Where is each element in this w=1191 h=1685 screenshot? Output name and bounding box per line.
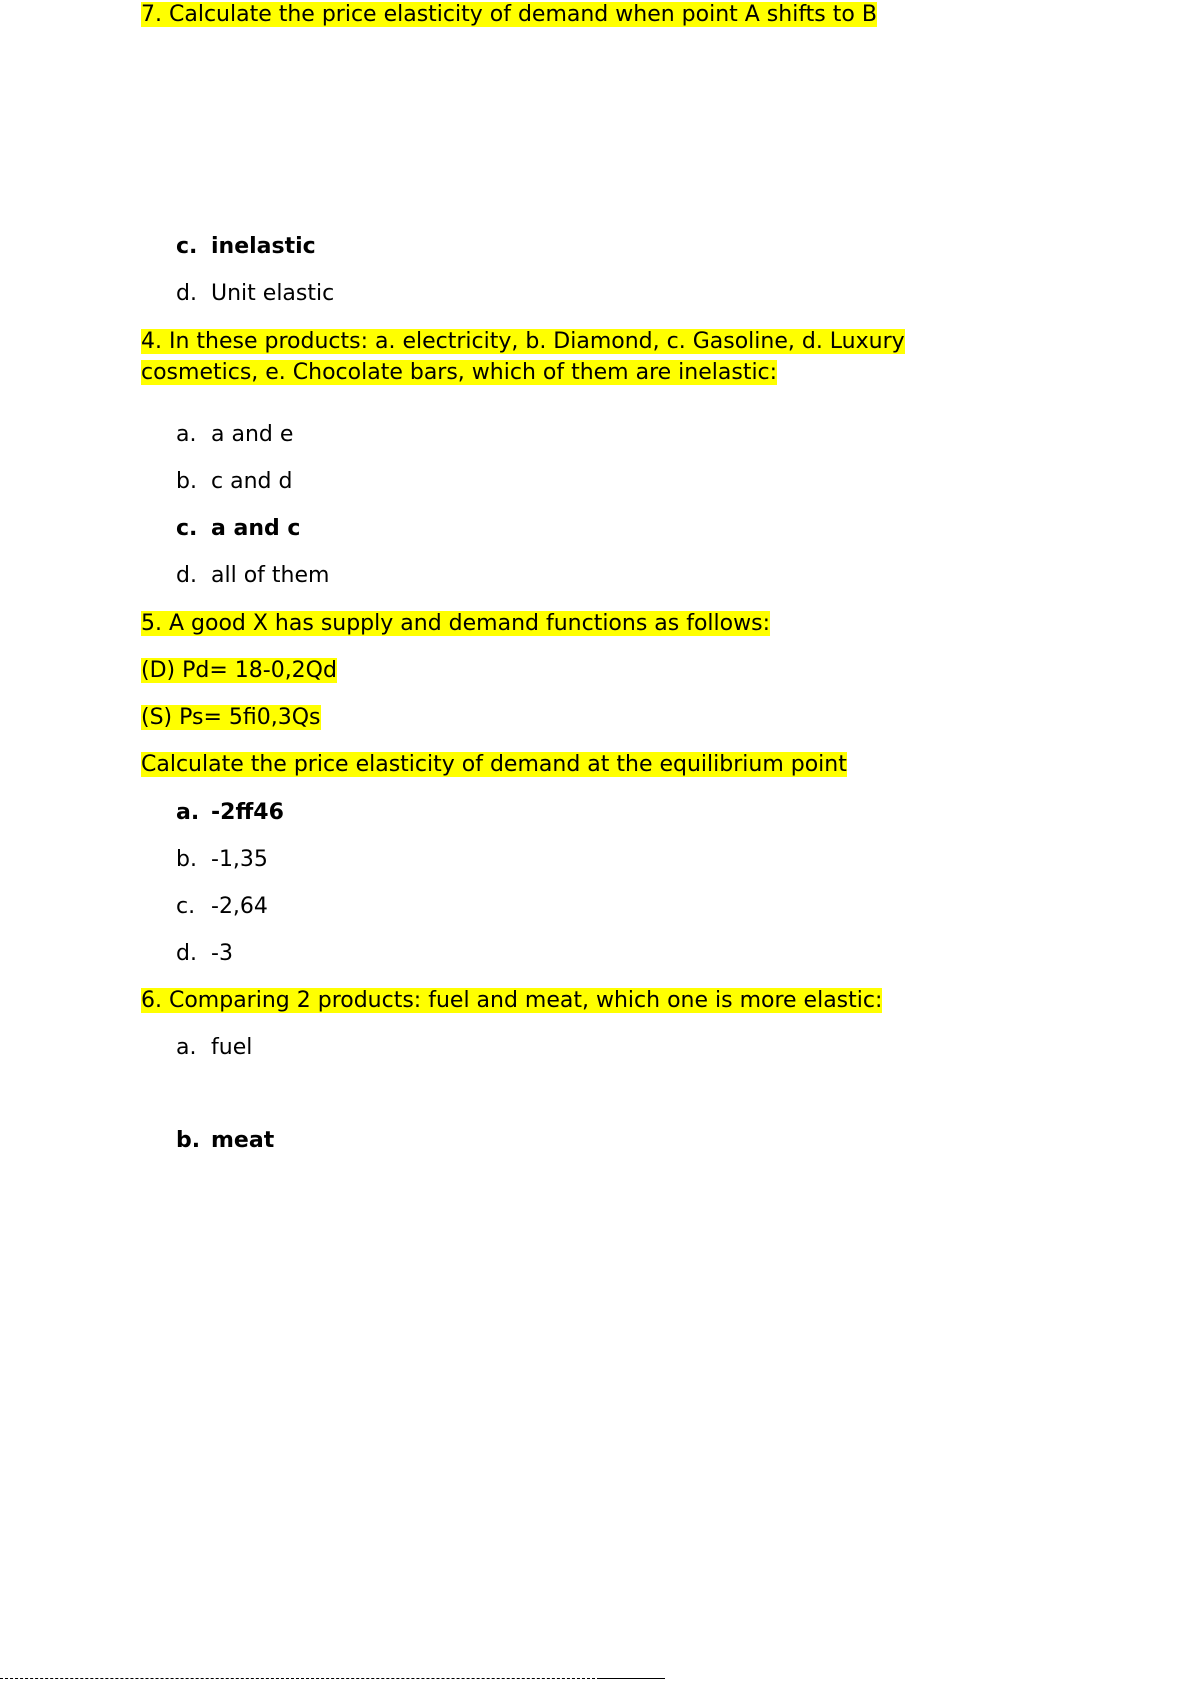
question-line xyxy=(141,656,337,686)
question-line xyxy=(141,986,882,1016)
option-marker: d. xyxy=(176,563,197,588)
answer-option xyxy=(176,279,334,309)
highlighted-question-text: cosmetics, e. Chocolate bars, which of them are inelastic: xyxy=(141,360,778,385)
question-line xyxy=(141,609,770,639)
highlighted-question-text: (S) Ps= 5fi0,3Qs xyxy=(141,705,321,730)
highlighted-question-text: Calculate the price elasticity of demand at the equilibrium point xyxy=(141,752,847,777)
option-marker: b. xyxy=(176,1128,201,1153)
option-marker: c. xyxy=(176,234,198,259)
option-text: -3 xyxy=(211,941,233,966)
answer-option xyxy=(176,561,329,591)
option-text: fuel xyxy=(211,1035,253,1060)
highlighted-question-text: 6. Comparing 2 products: fuel and meat, which one is more elastic: xyxy=(141,988,883,1013)
answer-option xyxy=(176,514,300,544)
answer-option xyxy=(176,467,292,497)
option-marker: c. xyxy=(176,516,198,541)
option-marker: a. xyxy=(176,1035,197,1060)
option-text: c and d xyxy=(211,469,293,494)
option-text: -1,35 xyxy=(211,847,268,872)
answer-option xyxy=(176,1126,274,1156)
option-text: -2ff46 xyxy=(211,800,284,825)
answer-option xyxy=(176,798,284,828)
option-text: -2,64 xyxy=(211,894,268,919)
option-text: all of them xyxy=(211,563,330,588)
option-marker: b. xyxy=(176,469,197,494)
question-line xyxy=(141,0,877,30)
answer-option xyxy=(176,420,293,450)
question-line xyxy=(141,358,777,388)
option-marker: b. xyxy=(176,847,197,872)
footer-rule xyxy=(0,1678,595,1680)
answer-option xyxy=(176,892,268,922)
option-text: inelastic xyxy=(211,234,316,259)
answer-option xyxy=(176,845,268,875)
option-text: Unit elastic xyxy=(211,281,335,306)
option-text: a and e xyxy=(211,422,294,447)
answer-option xyxy=(176,939,233,969)
option-marker: a. xyxy=(176,422,197,447)
option-marker: a. xyxy=(176,800,200,825)
highlighted-question-text: (D) Pd= 18-0,2Qd xyxy=(141,658,337,683)
option-marker: d. xyxy=(176,281,197,306)
question-line xyxy=(141,750,847,780)
highlighted-question-text: 7. Calculate the price elasticity of demand when point A shifts to B xyxy=(141,2,877,27)
highlighted-question-text: 4. In these products: a. electricity, b. Diamond, c. Gasoline, d. Luxury xyxy=(141,329,905,354)
option-text: meat xyxy=(211,1128,275,1153)
option-marker: c. xyxy=(176,894,196,919)
highlighted-question-text: 5. A good X has supply and demand functions as follows: xyxy=(141,611,770,636)
option-marker: d. xyxy=(176,941,197,966)
answer-option xyxy=(176,232,316,262)
footer-rule xyxy=(597,1678,665,1680)
question-line xyxy=(141,703,321,733)
option-text: a and c xyxy=(211,516,301,541)
question-line xyxy=(141,327,905,357)
answer-option xyxy=(176,1033,252,1063)
